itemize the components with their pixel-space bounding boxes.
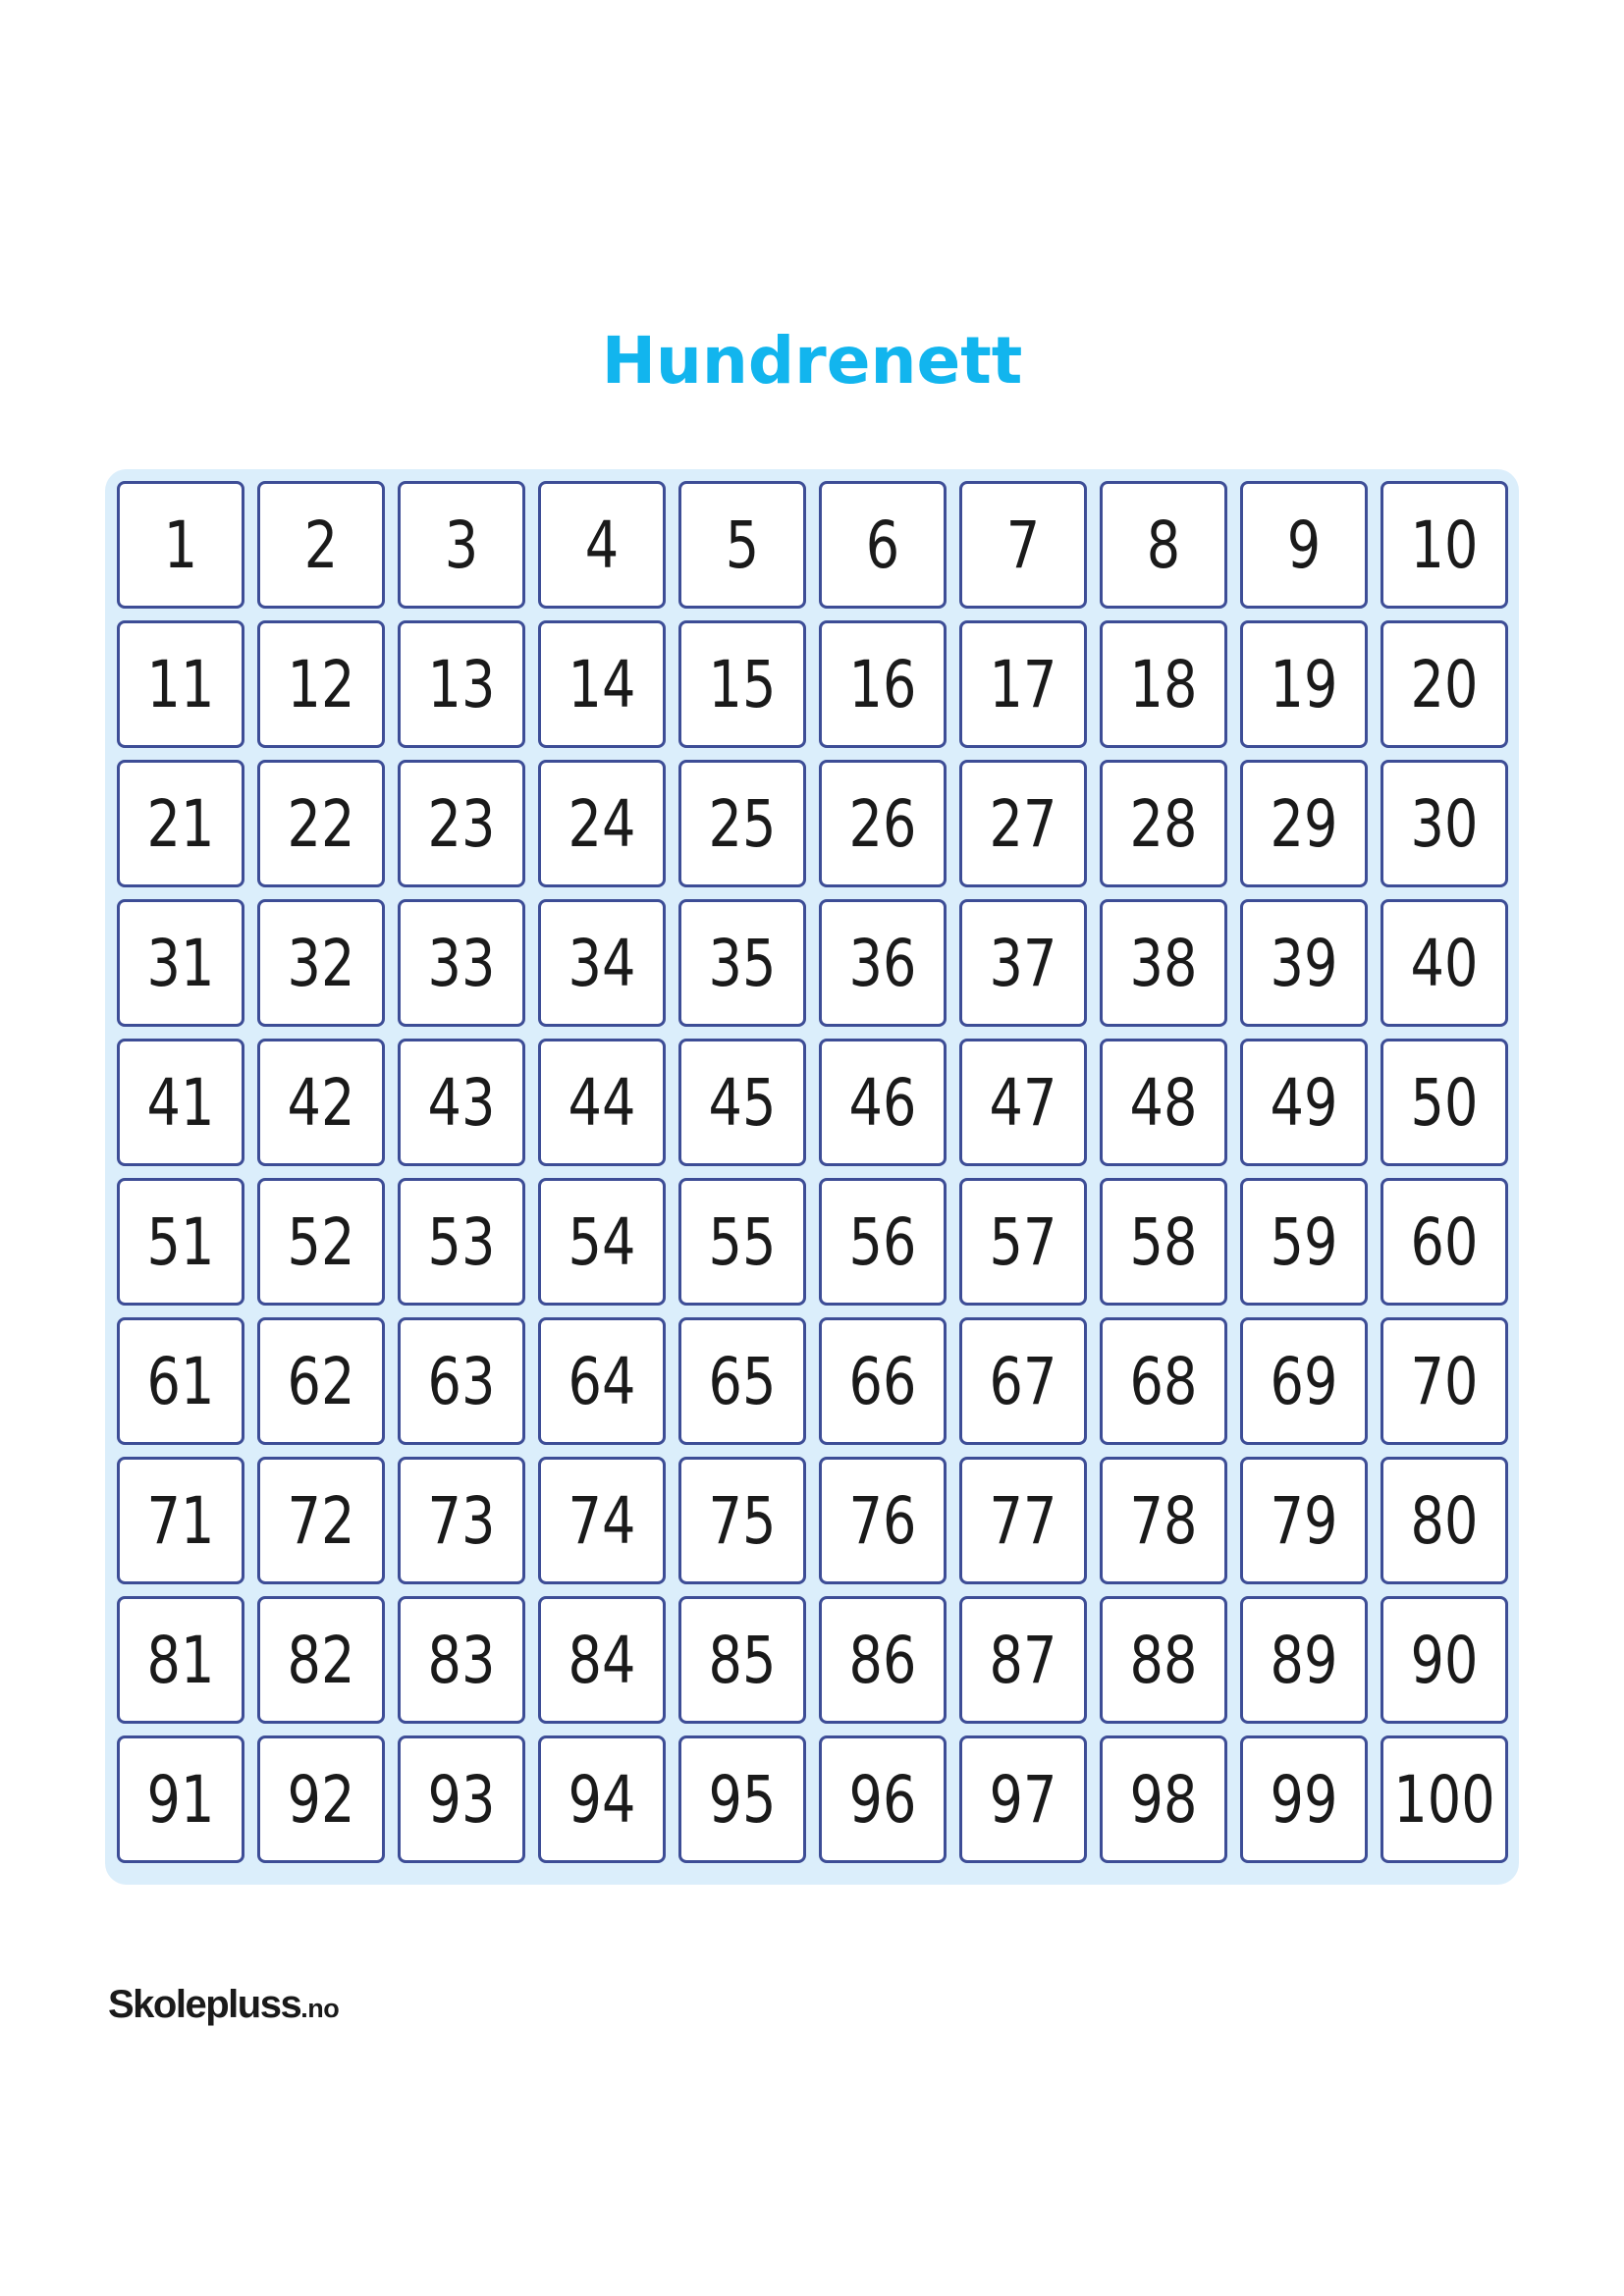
number-cell bbox=[538, 1178, 666, 1306]
number-cell bbox=[1240, 481, 1368, 609]
number-label: 79 bbox=[1270, 1482, 1338, 1559]
number-cell bbox=[1240, 1039, 1368, 1166]
number-label: 10 bbox=[1410, 507, 1479, 583]
number-label: 23 bbox=[427, 785, 496, 862]
number-label: 82 bbox=[287, 1622, 355, 1698]
number-cell bbox=[1100, 1735, 1227, 1863]
number-label: 17 bbox=[989, 646, 1057, 722]
number-label: 30 bbox=[1410, 785, 1479, 862]
number-label: 52 bbox=[287, 1203, 355, 1280]
number-cell bbox=[678, 1596, 806, 1724]
number-label: 66 bbox=[848, 1343, 917, 1419]
number-label: 49 bbox=[1270, 1064, 1338, 1141]
number-label: 12 bbox=[287, 646, 355, 722]
number-cell bbox=[1240, 1596, 1368, 1724]
number-label: 58 bbox=[1129, 1203, 1198, 1280]
number-cell bbox=[959, 620, 1087, 748]
number-cell bbox=[959, 1039, 1087, 1166]
number-label: 4 bbox=[584, 507, 620, 583]
number-label: 92 bbox=[287, 1761, 355, 1838]
number-label: 47 bbox=[989, 1064, 1057, 1141]
number-label: 71 bbox=[146, 1482, 215, 1559]
number-cell bbox=[1100, 1457, 1227, 1584]
number-cell bbox=[959, 1596, 1087, 1724]
number-label: 85 bbox=[708, 1622, 777, 1698]
number-label: 29 bbox=[1270, 785, 1338, 862]
brand-name: Skolepluss bbox=[108, 1983, 301, 2026]
number-cell bbox=[1240, 1317, 1368, 1445]
number-cell bbox=[398, 620, 525, 748]
number-label: 61 bbox=[146, 1343, 215, 1419]
number-label: 48 bbox=[1129, 1064, 1198, 1141]
number-cell bbox=[1100, 1596, 1227, 1724]
number-label: 37 bbox=[989, 925, 1057, 1001]
number-label: 87 bbox=[989, 1622, 1057, 1698]
number-cell bbox=[959, 899, 1087, 1027]
number-cell bbox=[257, 760, 385, 887]
number-cell bbox=[538, 1735, 666, 1863]
number-label: 67 bbox=[989, 1343, 1057, 1419]
number-label: 6 bbox=[865, 507, 900, 583]
number-label: 55 bbox=[708, 1203, 777, 1280]
number-cell bbox=[117, 1735, 244, 1863]
number-cell bbox=[257, 899, 385, 1027]
number-cell bbox=[257, 1317, 385, 1445]
number-label: 40 bbox=[1410, 925, 1479, 1001]
number-cell bbox=[1240, 1178, 1368, 1306]
number-cell bbox=[257, 1735, 385, 1863]
number-cell bbox=[678, 1178, 806, 1306]
number-cell bbox=[819, 481, 947, 609]
number-cell bbox=[257, 1178, 385, 1306]
number-label: 21 bbox=[146, 785, 215, 862]
number-label: 5 bbox=[725, 507, 760, 583]
number-label: 27 bbox=[989, 785, 1057, 862]
number-cell bbox=[678, 760, 806, 887]
number-label: 90 bbox=[1410, 1622, 1479, 1698]
number-cell bbox=[1380, 620, 1508, 748]
number-cell bbox=[959, 481, 1087, 609]
number-label: 51 bbox=[146, 1203, 215, 1280]
number-cell bbox=[959, 1735, 1087, 1863]
number-label: 73 bbox=[427, 1482, 496, 1559]
number-label: 34 bbox=[568, 925, 636, 1001]
number-label: 28 bbox=[1129, 785, 1198, 862]
number-label: 36 bbox=[848, 925, 917, 1001]
number-cell bbox=[117, 620, 244, 748]
number-label: 96 bbox=[848, 1761, 917, 1838]
number-label: 84 bbox=[568, 1622, 636, 1698]
number-cell bbox=[117, 1596, 244, 1724]
number-cell bbox=[1100, 899, 1227, 1027]
number-cell bbox=[117, 1457, 244, 1584]
number-cell bbox=[257, 1039, 385, 1166]
number-cell bbox=[678, 1039, 806, 1166]
number-label: 75 bbox=[708, 1482, 777, 1559]
number-cell bbox=[819, 1596, 947, 1724]
number-cell bbox=[117, 899, 244, 1027]
number-cell bbox=[1380, 1317, 1508, 1445]
number-cell bbox=[538, 1039, 666, 1166]
number-label: 3 bbox=[444, 507, 479, 583]
number-cell bbox=[538, 760, 666, 887]
number-cell bbox=[398, 481, 525, 609]
number-label: 53 bbox=[427, 1203, 496, 1280]
brand-logo bbox=[108, 1985, 339, 2024]
number-label: 11 bbox=[146, 646, 215, 722]
number-label: 46 bbox=[848, 1064, 917, 1141]
number-label: 62 bbox=[287, 1343, 355, 1419]
number-label: 19 bbox=[1270, 646, 1338, 722]
number-label: 80 bbox=[1410, 1482, 1479, 1559]
number-cell bbox=[1380, 481, 1508, 609]
number-cell bbox=[117, 1317, 244, 1445]
number-label: 99 bbox=[1270, 1761, 1338, 1838]
number-label: 33 bbox=[427, 925, 496, 1001]
number-label: 24 bbox=[568, 785, 636, 862]
number-cell bbox=[1240, 1735, 1368, 1863]
number-cell bbox=[398, 1735, 525, 1863]
number-label: 74 bbox=[568, 1482, 636, 1559]
number-cell bbox=[678, 1457, 806, 1584]
number-label: 81 bbox=[146, 1622, 215, 1698]
number-cell bbox=[1240, 620, 1368, 748]
number-cell bbox=[398, 1457, 525, 1584]
number-label: 93 bbox=[427, 1761, 496, 1838]
number-label: 63 bbox=[427, 1343, 496, 1419]
number-label: 8 bbox=[1146, 507, 1181, 583]
number-cell bbox=[819, 760, 947, 887]
number-label: 97 bbox=[989, 1761, 1057, 1838]
number-cell bbox=[1240, 1457, 1368, 1584]
number-label: 88 bbox=[1129, 1622, 1198, 1698]
number-cell bbox=[538, 481, 666, 609]
number-cell bbox=[1100, 760, 1227, 887]
number-cell bbox=[1380, 1596, 1508, 1724]
number-cell bbox=[257, 1596, 385, 1724]
number-label: 15 bbox=[708, 646, 777, 722]
number-cell bbox=[398, 1317, 525, 1445]
number-label: 22 bbox=[287, 785, 355, 862]
number-label: 9 bbox=[1286, 507, 1322, 583]
number-label: 44 bbox=[568, 1064, 636, 1141]
number-label: 89 bbox=[1270, 1622, 1338, 1698]
number-label: 57 bbox=[989, 1203, 1057, 1280]
number-cell bbox=[819, 620, 947, 748]
number-label: 38 bbox=[1129, 925, 1198, 1001]
number-cell bbox=[1100, 620, 1227, 748]
number-cell bbox=[1240, 899, 1368, 1027]
number-cell bbox=[819, 899, 947, 1027]
number-label: 68 bbox=[1129, 1343, 1198, 1419]
number-cell bbox=[257, 620, 385, 748]
number-label: 83 bbox=[427, 1622, 496, 1698]
number-cell bbox=[819, 1317, 947, 1445]
number-label: 31 bbox=[146, 925, 215, 1001]
number-cell bbox=[538, 1596, 666, 1724]
page-title: Hundrenett bbox=[601, 323, 1023, 399]
number-label: 72 bbox=[287, 1482, 355, 1559]
number-label: 100 bbox=[1393, 1761, 1495, 1838]
number-cell bbox=[959, 1317, 1087, 1445]
number-cell bbox=[538, 1457, 666, 1584]
brand-suffix: .no bbox=[300, 1994, 340, 2023]
number-cell bbox=[257, 1457, 385, 1584]
number-cell bbox=[117, 760, 244, 887]
number-cell bbox=[819, 1735, 947, 1863]
number-label: 26 bbox=[848, 785, 917, 862]
number-label: 45 bbox=[708, 1064, 777, 1141]
number-cell bbox=[819, 1039, 947, 1166]
number-cell bbox=[398, 1596, 525, 1724]
number-cell bbox=[959, 1178, 1087, 1306]
number-label: 2 bbox=[303, 507, 339, 583]
number-cell bbox=[538, 620, 666, 748]
number-label: 76 bbox=[848, 1482, 917, 1559]
number-cell bbox=[678, 899, 806, 1027]
number-cell bbox=[1380, 1735, 1508, 1863]
number-label: 14 bbox=[568, 646, 636, 722]
number-label: 70 bbox=[1410, 1343, 1479, 1419]
number-cell bbox=[538, 1317, 666, 1445]
number-cell bbox=[117, 481, 244, 609]
number-label: 18 bbox=[1129, 646, 1198, 722]
number-cell bbox=[819, 1457, 947, 1584]
number-cell bbox=[1380, 1039, 1508, 1166]
number-label: 54 bbox=[568, 1203, 636, 1280]
number-label: 91 bbox=[146, 1761, 215, 1838]
number-cell bbox=[819, 1178, 947, 1306]
number-label: 43 bbox=[427, 1064, 496, 1141]
number-label: 32 bbox=[287, 925, 355, 1001]
number-cell bbox=[959, 760, 1087, 887]
number-label: 39 bbox=[1270, 925, 1338, 1001]
number-label: 25 bbox=[708, 785, 777, 862]
number-cell bbox=[678, 620, 806, 748]
number-cell bbox=[1380, 1178, 1508, 1306]
number-label: 41 bbox=[146, 1064, 215, 1141]
number-label: 77 bbox=[989, 1482, 1057, 1559]
number-cell bbox=[678, 481, 806, 609]
number-label: 64 bbox=[568, 1343, 636, 1419]
number-label: 69 bbox=[1270, 1343, 1338, 1419]
number-label: 59 bbox=[1270, 1203, 1338, 1280]
number-grid bbox=[117, 481, 1508, 1863]
number-cell bbox=[678, 1735, 806, 1863]
number-label: 42 bbox=[287, 1064, 355, 1141]
number-cell bbox=[1240, 760, 1368, 887]
number-label: 60 bbox=[1410, 1203, 1479, 1280]
number-cell bbox=[959, 1457, 1087, 1584]
number-cell bbox=[1380, 1457, 1508, 1584]
number-cell bbox=[257, 481, 385, 609]
number-cell bbox=[1100, 481, 1227, 609]
number-cell bbox=[398, 1178, 525, 1306]
number-cell bbox=[398, 760, 525, 887]
number-label: 56 bbox=[848, 1203, 917, 1280]
number-label: 13 bbox=[427, 646, 496, 722]
number-cell bbox=[1380, 760, 1508, 887]
number-label: 50 bbox=[1410, 1064, 1479, 1141]
number-label: 16 bbox=[848, 646, 917, 722]
number-cell bbox=[1380, 899, 1508, 1027]
number-label: 95 bbox=[708, 1761, 777, 1838]
number-cell bbox=[1100, 1178, 1227, 1306]
number-label: 1 bbox=[163, 507, 198, 583]
number-label: 94 bbox=[568, 1761, 636, 1838]
number-cell bbox=[398, 899, 525, 1027]
number-cell bbox=[678, 1317, 806, 1445]
number-label: 20 bbox=[1410, 646, 1479, 722]
number-label: 86 bbox=[848, 1622, 917, 1698]
number-cell bbox=[398, 1039, 525, 1166]
number-cell bbox=[117, 1178, 244, 1306]
number-cell bbox=[1100, 1039, 1227, 1166]
number-cell bbox=[117, 1039, 244, 1166]
number-cell bbox=[1100, 1317, 1227, 1445]
number-label: 78 bbox=[1129, 1482, 1198, 1559]
number-label: 35 bbox=[708, 925, 777, 1001]
number-label: 98 bbox=[1129, 1761, 1198, 1838]
number-cell bbox=[538, 899, 666, 1027]
number-label: 7 bbox=[1005, 507, 1041, 583]
hundred-chart bbox=[105, 469, 1519, 1885]
number-label: 65 bbox=[708, 1343, 777, 1419]
